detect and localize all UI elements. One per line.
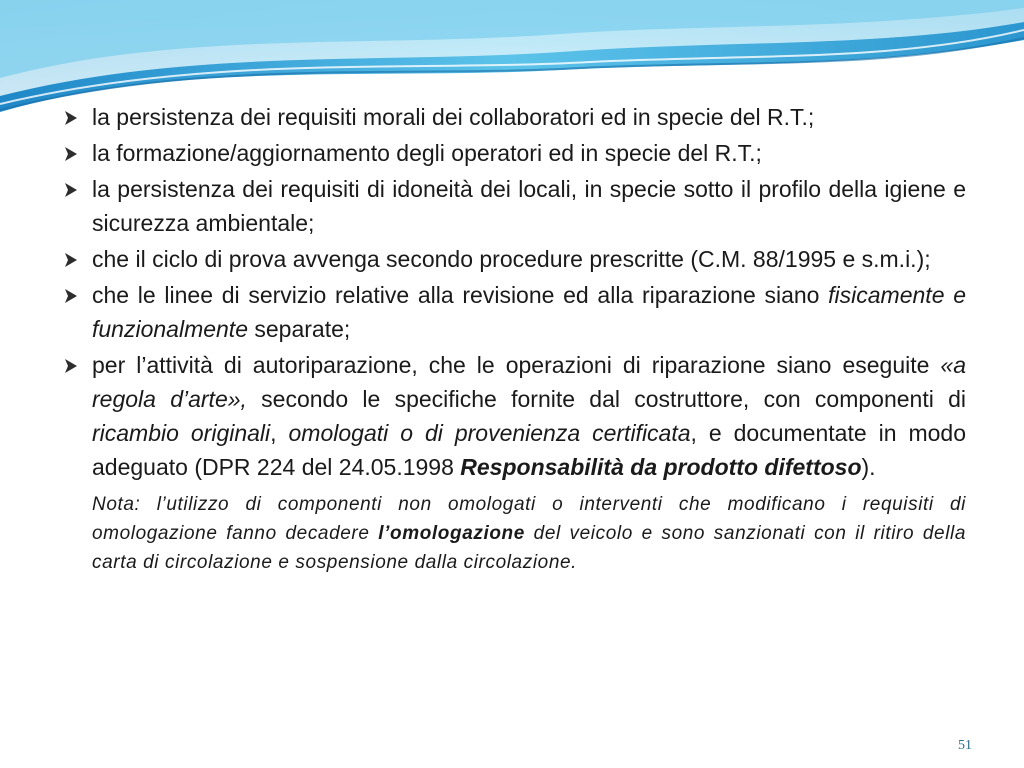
bullet-item xyxy=(62,136,966,170)
text-run: la persistenza dei requisiti di idoneità dei locali, in specie sotto il profilo della igiene e sicurezza ambientale; xyxy=(92,176,966,236)
slide-content xyxy=(62,100,966,577)
bullet-item xyxy=(62,278,966,346)
bullet-text xyxy=(92,100,966,134)
text-run: l’omologazione xyxy=(378,523,525,544)
bullet-item xyxy=(62,348,966,484)
arrow-bullet-icon xyxy=(62,136,92,170)
bullet-text xyxy=(92,278,966,346)
arrow-bullet-icon xyxy=(62,242,92,276)
text-run: fisicamente e funzionalmente xyxy=(92,282,966,342)
bullet-text xyxy=(92,348,966,484)
text-run: ricambio originali xyxy=(92,420,271,446)
text-run: del veicolo e sono sanzionati con il ritiro della carta di circolazione e sospensione dalla circolazione. xyxy=(92,523,966,573)
text-run: omologati o di provenienza certificata xyxy=(288,420,691,446)
text-run: Nota: l’utilizzo di componenti non omologati o interventi che modificano i requisiti di omologazione fanno decadere xyxy=(92,494,966,544)
page-number: 51 xyxy=(958,738,972,753)
text-run: la persistenza dei requisiti morali dei collaboratori ed in specie del R.T.; xyxy=(92,104,815,130)
bullet-text xyxy=(92,172,966,240)
bullet-item xyxy=(62,172,966,240)
text-run: secondo le specifiche fornite dal costruttore, con componenti di xyxy=(246,386,966,412)
bullet-text xyxy=(92,136,966,170)
bullet-item xyxy=(62,100,966,134)
text-run: la formazione/aggiornamento degli operatori ed in specie del R.T.; xyxy=(92,140,762,166)
arrow-bullet-icon xyxy=(62,172,92,206)
arrow-bullet-icon xyxy=(62,100,92,134)
text-run: separate; xyxy=(248,316,351,342)
text-run: , e documentate in modo adeguato (DPR 224 del 24.05.1998 xyxy=(92,420,966,480)
text-run: che il ciclo di prova avvenga secondo procedure prescritte (C.M. 88/1995 e s.m.i.); xyxy=(92,246,931,272)
footnote xyxy=(92,490,966,577)
text-run: per l’attività di autoriparazione, che le operazioni di riparazione siano eseguite xyxy=(92,352,941,378)
bullet-text xyxy=(92,242,966,276)
text-run: Responsabilità da prodotto difettoso xyxy=(460,454,862,480)
text-run: «a regola d’arte», xyxy=(92,352,966,412)
text-run: ). xyxy=(861,454,876,480)
text-run: che le linee di servizio relative alla revisione ed alla riparazione siano xyxy=(92,282,829,308)
arrow-bullet-icon xyxy=(62,278,92,312)
arrow-bullet-icon xyxy=(62,348,92,382)
text-run: , xyxy=(270,420,289,446)
bullet-item xyxy=(62,242,966,276)
